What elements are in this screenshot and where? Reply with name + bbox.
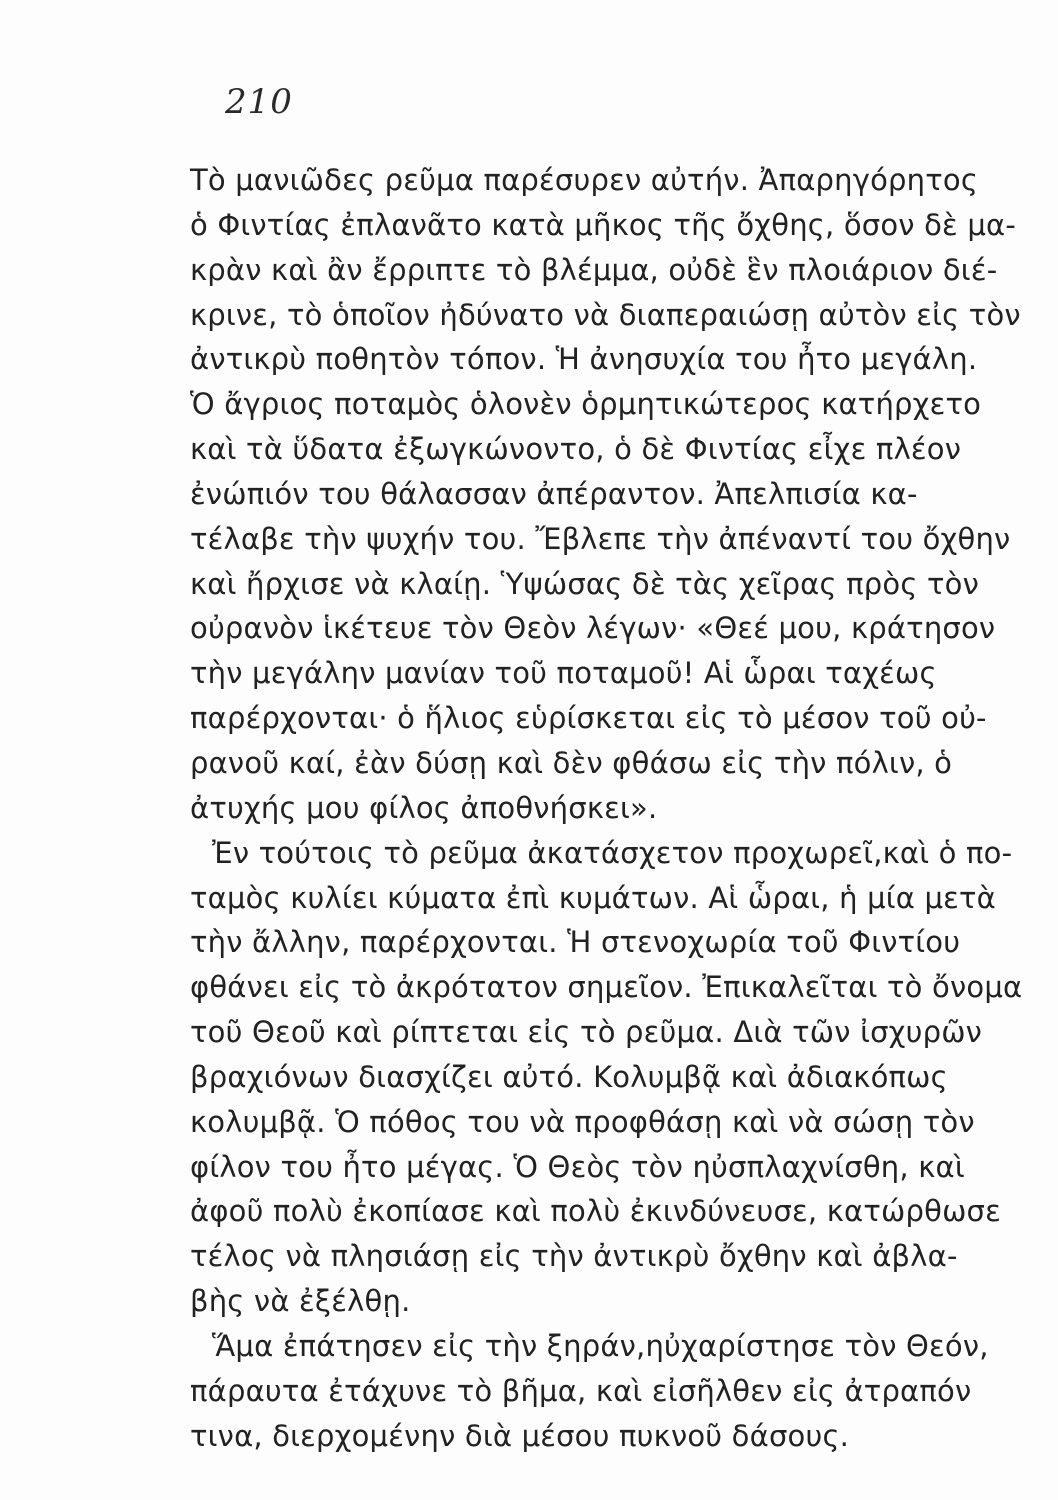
text-line: πάραυτα ἐτάχυνε τὸ βῆμα, καὶ εἰσῆλθεν εἰς ἀτραπόν [190, 1373, 972, 1408]
body-text [190, 158, 1030, 1458]
text-line: ἐνώπιόν του θάλασσαν ἀπέραντον. Ἀπελπισία κα- [190, 476, 918, 511]
text-line: ὁ Φιντίας ἐπλανᾶτο κατὰ μῆκος τῆς ὄχθης, ὅσον δὲ μα- [190, 207, 1016, 242]
text-line: φίλον του ἦτο μέγας. Ὁ Θεὸς τὸν ηὐσπλαχνίσθη, καὶ [190, 1149, 965, 1184]
text-line: ρανοῦ καί, ἐὰν δύσῃ καὶ δὲν φθάσω εἰς τὴν πόλιν, ὁ [190, 745, 953, 780]
text-line: ἀτυχής μου φίλος ἀποθνήσκει». [190, 790, 658, 825]
text-line: καὶ τὰ ὕδατα ἐξωγκώνοντο, ὁ δὲ Φιντίας εἶχε πλέον [190, 432, 962, 467]
page-number: 210 [225, 82, 293, 122]
text-line: βὴς νὰ ἐξέλθῃ. [190, 1284, 411, 1319]
text-line: τοῦ Θεοῦ καὶ ρίπτεται εἰς τὸ ρεῦμα. Διὰ τῶν ἰσχυρῶν [190, 1015, 983, 1050]
text-line: τινα, διερχομένην διὰ μέσου πυκνοῦ δάσους. [190, 1418, 850, 1453]
text-line: τέλος νὰ πλησιάσῃ εἰς τὴν ἀντικρὺ ὄχθην καὶ ἀβλα- [190, 1239, 958, 1274]
text-line: οὐρανὸν ἱκέτευε τὸν Θεὸν λέγων· «Θεέ μου, κράτησον [190, 611, 996, 646]
text-line: Τὸ μανιῶδες ρεῦμα παρέσυρεν αὐτήν. Ἀπαρηγόρητος [190, 163, 979, 197]
text-line-paragraph-start: Ἅμα ἐπάτησεν εἰς τὴν ξηράν,ηὐχαρίστησε τὸν Θεόν, [212, 1328, 989, 1363]
text-line: ταμὸς κυλίει κύματα ἐπὶ κυμάτων. Αἱ ὧραι, ἡ μία μετὰ [190, 880, 997, 915]
text-line: κολυμβᾷ. Ὁ πόθος του νὰ προφθάσῃ καὶ νὰ σώσῃ τὸν [190, 1104, 975, 1139]
text-line: βραχιόνων διασχίζει αὐτό. Κολυμβᾷ καὶ ἀδιακόπως [190, 1059, 948, 1094]
text-line: τὴν ἄλλην, παρέρχονται. Ἡ στενοχωρία τοῦ Φιντίου [190, 925, 961, 960]
text-line: φθάνει εἰς τὸ ἀκρότατον σημεῖον. Ἐπικαλεῖται τὸ ὄνομα [190, 970, 1023, 1005]
text-line: τέλαβε τὴν ψυχήν του. Ἔβλεπε τὴν ἀπέναντί του ὄχθην [190, 521, 1011, 556]
text-line: τὴν μεγάλην μανίαν τοῦ ποταμοῦ! Αἱ ὧραι ταχέως [190, 656, 937, 691]
text-line: Ὁ ἄγριος ποταμὸς ὁλονὲν ὁρμητικώτερος κατήρχετο [190, 387, 982, 422]
text-line: καὶ ἤρχισε νὰ κλαίῃ. Ὑψώσας δὲ τὰς χεῖρας πρὸς τὸν [190, 566, 979, 601]
text-line: ἀντικρὺ ποθητὸν τόπον. Ἡ ἀνησυχία του ἦτο μεγάλη. [190, 342, 978, 377]
text-line-paragraph-start: Ἐν τούτοις τὸ ρεῦμα ἀκατάσχετον προχωρεῖ,καὶ ὁ πο- [212, 835, 1013, 870]
text-line: παρέρχονται· ὁ ἥλιος εὑρίσκεται εἰς τὸ μέσον τοῦ οὐ- [190, 701, 987, 736]
text-line: ἀφοῦ πολὺ ἐκοπίασε καὶ πολὺ ἐκινδύνευσε, κατώρθωσε [190, 1194, 1002, 1229]
text-line: κρὰν καὶ ἂν ἔρριπτε τὸ βλέμμα, οὐδὲ ἓν πλοιάριον διέ- [190, 252, 998, 287]
text-line: κρινε, τὸ ὁποῖον ἠδύνατο νὰ διαπεραιώσῃ αὐτὸν εἰς τὸν [190, 297, 1021, 332]
